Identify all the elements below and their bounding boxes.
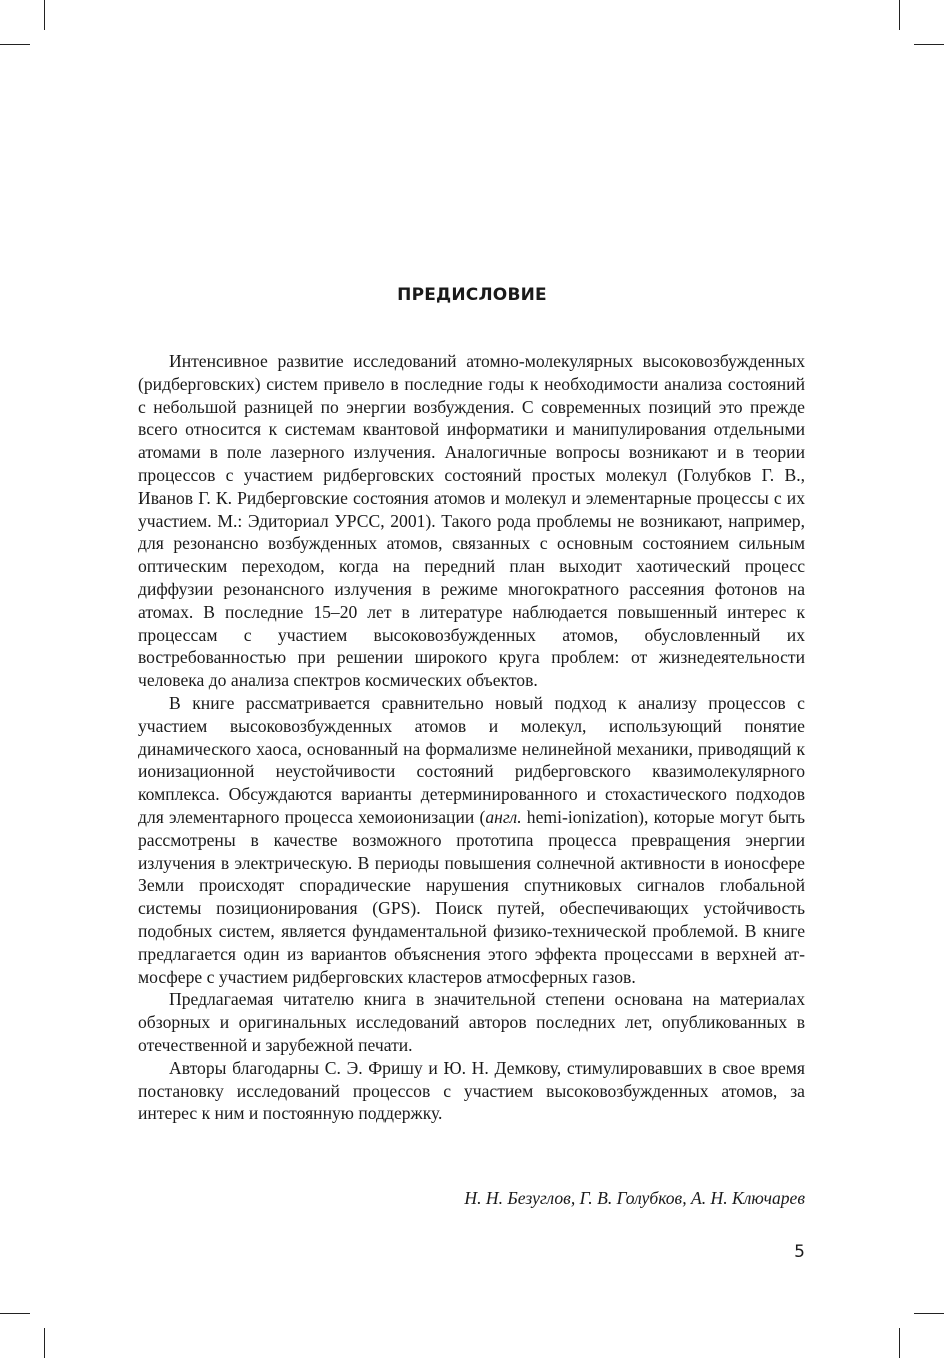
page-number: 5 [794,1242,805,1262]
crop-mark [914,44,944,45]
crop-mark [44,0,45,30]
page-title: ПРЕДИСЛОВИЕ [397,285,547,305]
paragraph-3: Предлагаемая читателю книга в значительной степени основана на материалах обзорных и оригинальных исследований авторов последних лет, опубликованных в отечественной и зарубежной печати. [138,989,805,1055]
crop-mark [899,0,900,30]
paragraph-4: Авторы благодарны С. Э. Фришу и Ю. Н. Демкову, стимулировавших в свое время постановку исследований процессов с участием высоковозбужденных атомов, за интерес к ним и постоянную поддержку. [138,1057,805,1124]
crop-mark [0,44,30,45]
crop-mark [899,1328,900,1358]
authors-signature: Н. Н. Безуглов, Г. В. Голубков, А. Н. Ключарев [464,1188,805,1208]
crop-mark [914,1313,944,1314]
crop-mark [44,1328,45,1358]
paragraph-1: Интенсивное развитие исследований атомно-молекулярных высоковозбужденных (ридберговских) систем привело в последние годы к необходимости анализа состояний с небольшой разницей по энергии возбуждения. С современных позиций это прежде всего относится к системам квантовой информатики и манипулирования отдельными атомами в поле лазерного излучения. Аналогичные вопросы возникают и в теории процессов с участием ридберговских состояний простых молекул (Голубков Г. В., Иванов Г. К. Ридберговские состояния атомов и молекул и элементарные процессы с их участием. М.: Эдиториал УРСС, 2001). Такого рода проблемы не возникают, например, для резонансно возбужденных атомов, связанных с основным состоянием сильным оптическим переходом, когда на передний план выходит хаотический процесс диффузии резонансного излучения в режиме многократного рассеяния фотонов на атомах. В последние 15–20 лет в литературе наблюдается повышенный интерес к процессам с участием высоковозбужденных атомов, обусловленный их востребованностью при решении широкого круга проблем: от жизнедеятельности человека до анализа спектров космических объектов. [138,351,805,691]
body-text [138,350,805,1125]
paragraph-2 [138,692,805,988]
paragraph-2-rest: hemi-ionization), которые могут быть рассмотрены в качестве возможного прототипа процесса превращения энергии излучения в электрическую. В периоды повышения солнечной активности в ионосфере Земли происходят спорадические нарушения спутниковых сигналов глобальной системы позиционирования (GPS). Поиск путей, обеспечивающих устойчивость подобных систем, является фундаментальной физико-технической проблемой. В книге предлагается один из вариантов объяснения этого эффекта процессами в верхней атмосфере с участием ридберговских кластеров атмосферных газов. [138,806,805,987]
paragraph-2-start: В книге рассматривается сравнительно новый подход к анализу процессов с участием высоковозбужденных атомов и молекул, использующий понятие динамического хаоса, основанный на формализме нелинейной механики, приводящий к ионизационной неустойчивости состояний ридберговского квазимолекулярного комплекса. Обсуждаются варианты детерминированного и стохастического подходов для элементарного процесса хемоионизации ( [138,692,805,827]
paragraph-2-italic: англ. [485,806,522,827]
crop-mark [0,1313,30,1314]
